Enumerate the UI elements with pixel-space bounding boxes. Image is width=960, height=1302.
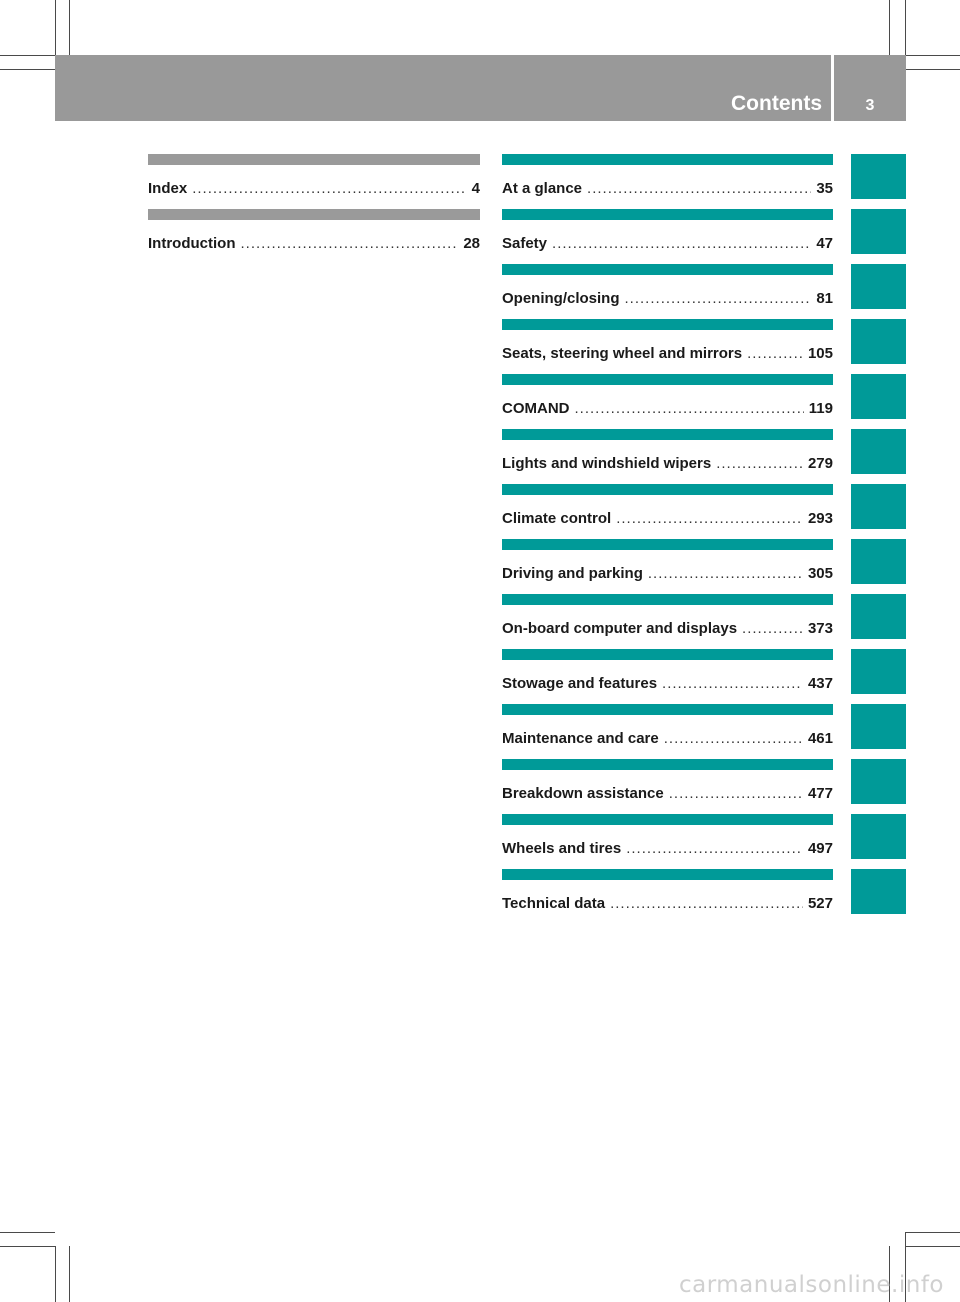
- crop-mark: [69, 0, 70, 55]
- page-number: 3: [865, 97, 875, 114]
- toc-entry-page: 477: [807, 785, 833, 802]
- toc-entry-page: 497: [807, 840, 833, 857]
- crop-mark: [0, 1246, 55, 1247]
- thumb-tab[interactable]: [851, 814, 906, 859]
- leader-dots: [240, 234, 458, 254]
- toc-entry[interactable]: [502, 649, 833, 704]
- toc-entry-label: Technical data: [502, 895, 606, 912]
- toc-entry-page: 81: [816, 290, 833, 307]
- leader-dots: [742, 619, 803, 639]
- toc-entry[interactable]: [502, 704, 833, 759]
- crop-mark: [906, 69, 960, 70]
- thumb-tabs: [851, 154, 906, 924]
- toc-entry-page: 105: [807, 345, 833, 362]
- crop-mark: [0, 1232, 55, 1233]
- toc-entry-label: Climate control: [502, 510, 612, 527]
- section-bar: [502, 429, 833, 440]
- toc-entry[interactable]: [502, 374, 833, 429]
- toc-entry-label: COMAND: [502, 400, 570, 417]
- toc-entry-label: Driving and parking: [502, 565, 643, 582]
- toc-entry-label: Wheels and tires: [502, 840, 622, 857]
- crop-mark: [889, 0, 890, 55]
- leader-dots: [192, 179, 466, 199]
- section-bar: [502, 594, 833, 605]
- toc-entry-page: 437: [807, 675, 833, 692]
- toc-entry-label: Breakdown assistance: [502, 785, 664, 802]
- crop-mark: [55, 0, 56, 55]
- section-bar: [502, 374, 833, 385]
- toc-entry-label: Opening/closing: [502, 290, 620, 307]
- toc-entry-label: Lights and windshield wipers: [502, 455, 712, 472]
- toc-left-column: [148, 154, 480, 264]
- section-bar: [502, 209, 833, 220]
- section-bar: [502, 814, 833, 825]
- thumb-tab[interactable]: [851, 704, 906, 749]
- section-bar: [148, 209, 480, 220]
- leader-dots: [610, 894, 803, 914]
- crop-mark: [906, 1232, 960, 1233]
- crop-mark: [0, 69, 55, 70]
- toc-entry[interactable]: [502, 429, 833, 484]
- leader-dots: [575, 399, 804, 419]
- leader-dots: [716, 454, 803, 474]
- toc-entry-page: 461: [807, 730, 833, 747]
- toc-entry-label: Index: [148, 180, 188, 197]
- section-bar: [502, 484, 833, 495]
- thumb-tab[interactable]: [851, 209, 906, 254]
- thumb-tab[interactable]: [851, 539, 906, 584]
- thumb-tab[interactable]: [851, 264, 906, 309]
- toc-entry[interactable]: [502, 484, 833, 539]
- toc-entry-label: Maintenance and care: [502, 730, 659, 747]
- thumb-tab[interactable]: [851, 429, 906, 474]
- section-bar: [502, 154, 833, 165]
- toc-entry[interactable]: [502, 154, 833, 209]
- toc-entry[interactable]: [502, 319, 833, 374]
- toc-entry-page: 279: [807, 455, 833, 472]
- leader-dots: [648, 564, 803, 584]
- section-bar: [502, 539, 833, 550]
- thumb-tab[interactable]: [851, 374, 906, 419]
- crop-mark: [0, 55, 55, 56]
- section-bar: [502, 319, 833, 330]
- section-bar: [502, 759, 833, 770]
- toc-entry-page: 119: [808, 400, 833, 417]
- toc-entry-page: 35: [816, 180, 833, 197]
- toc-entry[interactable]: [148, 209, 480, 264]
- leader-dots: [747, 344, 803, 364]
- section-bar: [502, 869, 833, 880]
- leader-dots: [616, 509, 803, 529]
- leader-dots: [664, 729, 803, 749]
- thumb-tab[interactable]: [851, 649, 906, 694]
- leader-dots: [587, 179, 811, 199]
- thumb-tab[interactable]: [851, 869, 906, 914]
- toc-entry-page: 28: [463, 235, 480, 252]
- toc-entry-page: 305: [807, 565, 833, 582]
- leader-dots: [625, 289, 812, 309]
- toc-entry-label: Safety: [502, 235, 548, 252]
- thumb-tab[interactable]: [851, 484, 906, 529]
- crop-mark: [69, 1246, 70, 1302]
- toc-entry[interactable]: [502, 594, 833, 649]
- section-bar: [502, 649, 833, 660]
- crop-mark: [906, 1246, 960, 1247]
- watermark: carmanualsonline.info: [678, 1272, 944, 1298]
- thumb-tab[interactable]: [851, 594, 906, 639]
- toc-entry[interactable]: [502, 209, 833, 264]
- toc-entry-page: 373: [807, 620, 833, 637]
- toc-entry-label: At a glance: [502, 180, 583, 197]
- toc-entry[interactable]: [502, 814, 833, 869]
- toc-entry-page: 4: [471, 180, 480, 197]
- toc-entry-label: Introduction: [148, 235, 236, 252]
- toc-entry-label: Stowage and features: [502, 675, 658, 692]
- leader-dots: [662, 674, 803, 694]
- toc-entry[interactable]: [502, 869, 833, 924]
- toc-entry-label: On-board computer and displays: [502, 620, 738, 637]
- leader-dots: [669, 784, 803, 804]
- thumb-tab[interactable]: [851, 319, 906, 364]
- crop-mark: [905, 0, 906, 55]
- thumb-tab[interactable]: [851, 759, 906, 804]
- crop-mark: [906, 55, 960, 56]
- leader-dots: [626, 839, 803, 859]
- toc-entry[interactable]: [502, 539, 833, 594]
- section-bar: [502, 264, 833, 275]
- leader-dots: [552, 234, 811, 254]
- toc-entry-page: 527: [807, 895, 833, 912]
- toc-entry-page: 293: [807, 510, 833, 527]
- toc-entry-page: 47: [816, 235, 833, 252]
- toc-entry[interactable]: [148, 154, 480, 209]
- toc-entry[interactable]: [502, 759, 833, 814]
- section-bar: [502, 704, 833, 715]
- thumb-tab[interactable]: [851, 154, 906, 199]
- toc-entry[interactable]: [502, 264, 833, 319]
- crop-mark: [55, 1246, 56, 1302]
- page-title: Contents: [731, 92, 822, 115]
- toc-right-column: [502, 154, 833, 924]
- toc-entry-label: Seats, steering wheel and mirrors: [502, 345, 743, 362]
- section-bar: [148, 154, 480, 165]
